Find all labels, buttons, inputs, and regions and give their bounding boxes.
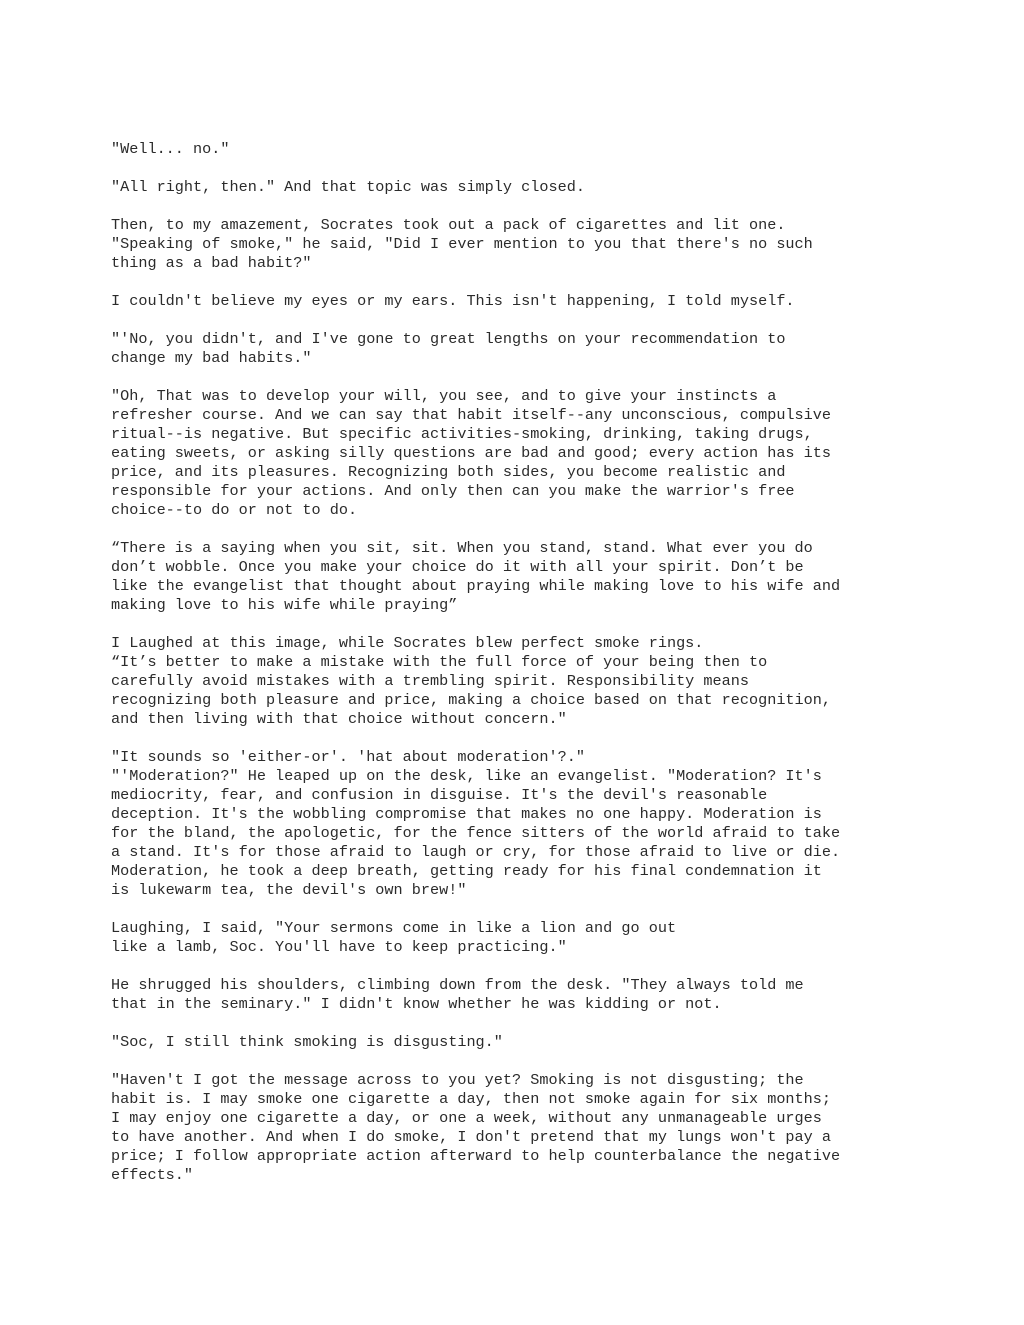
text-line: carefully avoid mistakes with a trembling spirit. Responsibility means [111, 672, 749, 690]
text-line: "Haven't I got the message across to you yet? Smoking is not disgusting; the [111, 1071, 804, 1089]
text-line: habit is. I may smoke one cigarette a day, then not smoke again for six months; [111, 1090, 832, 1108]
text-line: making love to his wife while praying” [111, 596, 458, 614]
text-line: "Speaking of smoke," he said, "Did I ever mention to you that there's no such [111, 235, 813, 253]
text-line: "Oh, That was to develop your will, you see, and to give your instincts a [111, 387, 777, 405]
paragraph-4 [111, 292, 931, 311]
text-line: price, and its pleasures. Recognizing both sides, you become realistic and [111, 463, 786, 481]
paragraph-7 [111, 539, 931, 615]
paragraph-9 [111, 748, 931, 900]
paragraph-1 [111, 140, 931, 159]
text-line: mediocrity, fear, and confusion in disguise. It's the devil's reasonable [111, 786, 768, 804]
text-line: refresher course. And we can say that habit itself--any unconscious, compulsive [111, 406, 832, 424]
text-line: Laughing, I said, "Your sermons come in like a lion and go out [111, 919, 677, 937]
text-line: a stand. It's for those afraid to laugh or cry, for those afraid to live or die. [111, 843, 841, 861]
text-line: Moderation, he took a deep breath, getting ready for his final condemnation it [111, 862, 822, 880]
text-line: don’t wobble. Once you make your choice do it with all your spirit. Don’t be [111, 558, 804, 576]
document-page [111, 140, 931, 1204]
text-line: like a lamb, Soc. You'll have to keep practicing." [111, 938, 567, 956]
paragraph-3 [111, 216, 931, 273]
text-line: "'No, you didn't, and I've gone to great lengths on your recommendation to [111, 330, 786, 348]
text-line: I couldn't believe my eyes or my ears. This isn't happening, I told myself. [111, 292, 795, 310]
paragraph-5 [111, 330, 931, 368]
paragraph-13 [111, 1071, 931, 1185]
text-line: and then living with that choice without concern." [111, 710, 567, 728]
text-line: change my bad habits." [111, 349, 312, 367]
text-line: Then, to my amazement, Socrates took out a pack of cigarettes and lit one. [111, 216, 786, 234]
text-line: He shrugged his shoulders, climbing down from the desk. "They always told me [111, 976, 804, 994]
paragraph-2 [111, 178, 931, 197]
text-line: that in the seminary." I didn't know whether he was kidding or not. [111, 995, 722, 1013]
text-line: I Laughed at this image, while Socrates blew perfect smoke rings. [111, 634, 704, 652]
text-line: "All right, then." And that topic was simply closed. [111, 178, 585, 196]
text-line: deception. It's the wobbling compromise that makes no one happy. Moderation is [111, 805, 822, 823]
text-line: like the evangelist that thought about praying while making love to his wife and [111, 577, 841, 595]
paragraph-8 [111, 634, 931, 729]
text-line: for the bland, the apologetic, for the fence sitters of the world afraid to take [111, 824, 841, 842]
text-line: is lukewarm tea, the devil's own brew!" [111, 881, 467, 899]
paragraph-11 [111, 976, 931, 1014]
text-line: to have another. And when I do smoke, I don't pretend that my lungs won't pay a [111, 1128, 832, 1146]
paragraph-10 [111, 919, 931, 957]
text-line: "It sounds so 'either-or'. 'hat about moderation'?." [111, 748, 585, 766]
paragraph-12 [111, 1033, 931, 1052]
text-line: ritual--is negative. But specific activities-smoking, drinking, taking drugs, [111, 425, 813, 443]
text-line: “There is a saying when you sit, sit. When you stand, stand. What ever you do [111, 539, 813, 557]
text-line: thing as a bad habit?" [111, 254, 312, 272]
text-line: eating sweets, or asking silly questions are bad and good; every action has its [111, 444, 832, 462]
text-line: choice--to do or not to do. [111, 501, 358, 519]
text-line: "Well... no." [111, 140, 230, 158]
text-line: "'Moderation?" He leaped up on the desk, like an evangelist. "Moderation? It's [111, 767, 822, 785]
text-line: "Soc, I still think smoking is disgusting." [111, 1033, 503, 1051]
text-line: “It’s better to make a mistake with the full force of your being then to [111, 653, 768, 671]
text-line: responsible for your actions. And only then can you make the warrior's free [111, 482, 795, 500]
text-line: I may enjoy one cigarette a day, or one a week, without any unmanageable urges [111, 1109, 822, 1127]
text-line: effects." [111, 1166, 194, 1184]
paragraph-6 [111, 387, 931, 520]
text-line: recognizing both pleasure and price, making a choice based on that recognition, [111, 691, 832, 709]
text-line: price; I follow appropriate action afterward to help counterbalance the negative [111, 1147, 841, 1165]
